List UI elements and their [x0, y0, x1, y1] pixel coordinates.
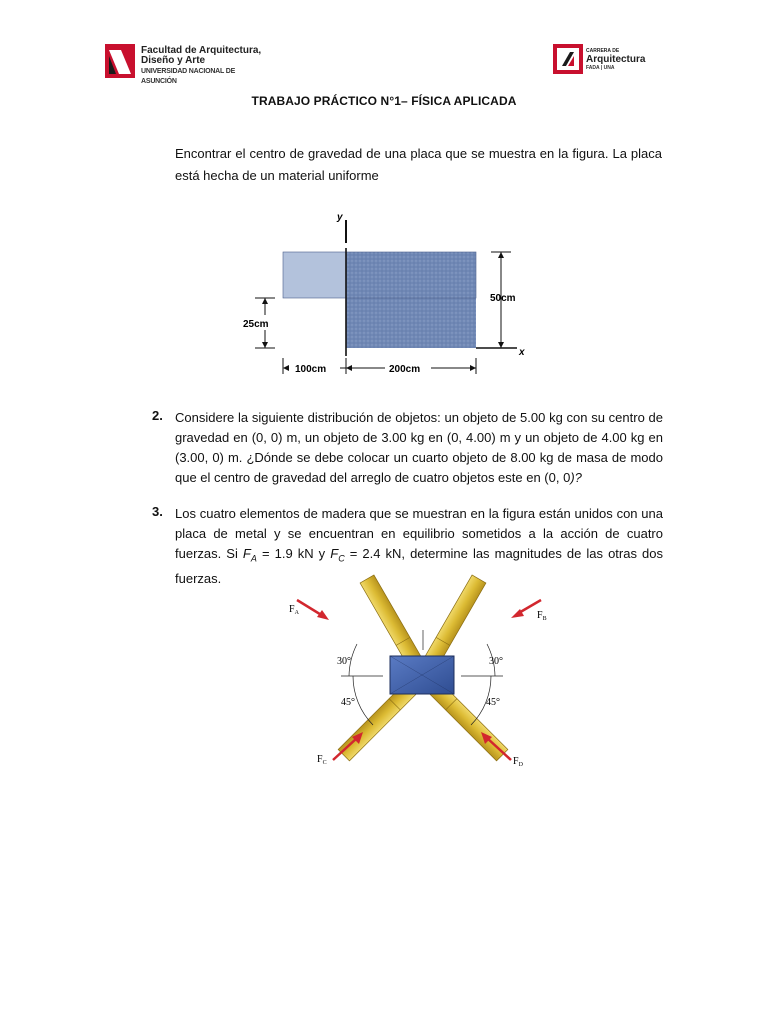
fc-symbol: F	[330, 546, 339, 561]
force-d-symbol: F	[513, 756, 519, 767]
force-c-label	[317, 754, 327, 766]
left-width-label: 100cm	[295, 364, 327, 375]
plate-right-section	[346, 252, 476, 348]
y-axis-label: y	[337, 212, 343, 223]
force-b-sub: B	[542, 616, 547, 622]
logo-right-line-2: Arquitectura	[586, 54, 646, 65]
problem-2-body: Considere la siguiente distribución de objetos: un objeto de 5.00 kg con su centro de gravedad en (0, 0) m, un objeto de 3.00 kg en (0, 4.00) m y un objeto de 4.00 kg en (3.00, 0) m. ¿Dónde se debe colocar un cuarto objeto de 8.00 kg de masa de modo que el centro de gravedad del arreglo de cuatro objetos este en (0, 0	[175, 410, 663, 485]
force-a-arrow-icon	[294, 600, 329, 620]
angle-top-right: 30°	[489, 656, 503, 667]
logo-line-3: UNIVERSIDAD NACIONAL DE ASUNCIÓN	[141, 68, 236, 85]
angle-bottom-right: 45°	[486, 697, 500, 708]
force-c-sub: C	[322, 760, 327, 766]
angle-bottom-left: 45°	[341, 697, 355, 708]
fc-subscript: C	[338, 553, 345, 564]
fada-logo-mark-icon	[105, 44, 135, 78]
plate-figure	[243, 208, 545, 383]
right-width-label: 200cm	[389, 364, 421, 375]
page-title: TRABAJO PRÁCTICO N°1– FÍSICA APLICADA	[251, 94, 517, 108]
problem-3-text	[175, 504, 663, 589]
logo-right-line-3: FADA | UNA	[586, 65, 615, 71]
logo-right-line-1: CARRERA DE	[586, 48, 620, 54]
problem-2-text	[175, 408, 663, 488]
fa-symbol: F	[242, 546, 251, 561]
problem-3-body-a: Los cuatro elementos de madera que se muestran en la figura están unidos con una placa de metal y se encuentran en equilibrio sometidos a la acción de cuatro fuerzas. Si	[175, 506, 663, 561]
force-a-sub: A	[294, 610, 299, 616]
force-c-symbol: F	[317, 754, 323, 765]
logo-line-2: Diseño y Arte	[141, 55, 206, 66]
notch-label: 25cm	[243, 319, 269, 330]
force-a-symbol: F	[289, 604, 295, 615]
force-b-label	[537, 610, 547, 622]
arquitectura-logo-mark-icon	[553, 44, 583, 74]
height-label: 50cm	[490, 293, 516, 304]
wood-members-figure	[283, 590, 559, 780]
plate-left-section	[283, 252, 346, 298]
logo-line-1: Facultad de Arquitectura,	[141, 45, 262, 56]
force-d-label	[513, 756, 524, 768]
angle-top-left: 30°	[337, 656, 351, 667]
problem-3-body-c: = 2.4 kN, determine las magnitudes de las otras dos fuerzas.	[175, 546, 663, 586]
arquitectura-logo	[553, 44, 653, 76]
fada-logo	[105, 44, 265, 85]
force-a-label	[289, 604, 300, 616]
problem-3-number: 3.	[152, 504, 163, 519]
problem-2-tail: )?	[570, 470, 582, 485]
problem-2-number: 2.	[152, 408, 163, 423]
force-d-sub: D	[518, 762, 523, 768]
problem-3-body-b: = 1.9 kN y	[256, 546, 331, 561]
force-b-symbol: F	[537, 610, 543, 621]
problem-1-text: Encontrar el centro de gravedad de una placa que se muestra en la figura. La placa está hecha de un material uniforme	[175, 146, 662, 183]
x-axis-label: x	[519, 347, 525, 358]
fa-subscript: A	[250, 553, 257, 564]
